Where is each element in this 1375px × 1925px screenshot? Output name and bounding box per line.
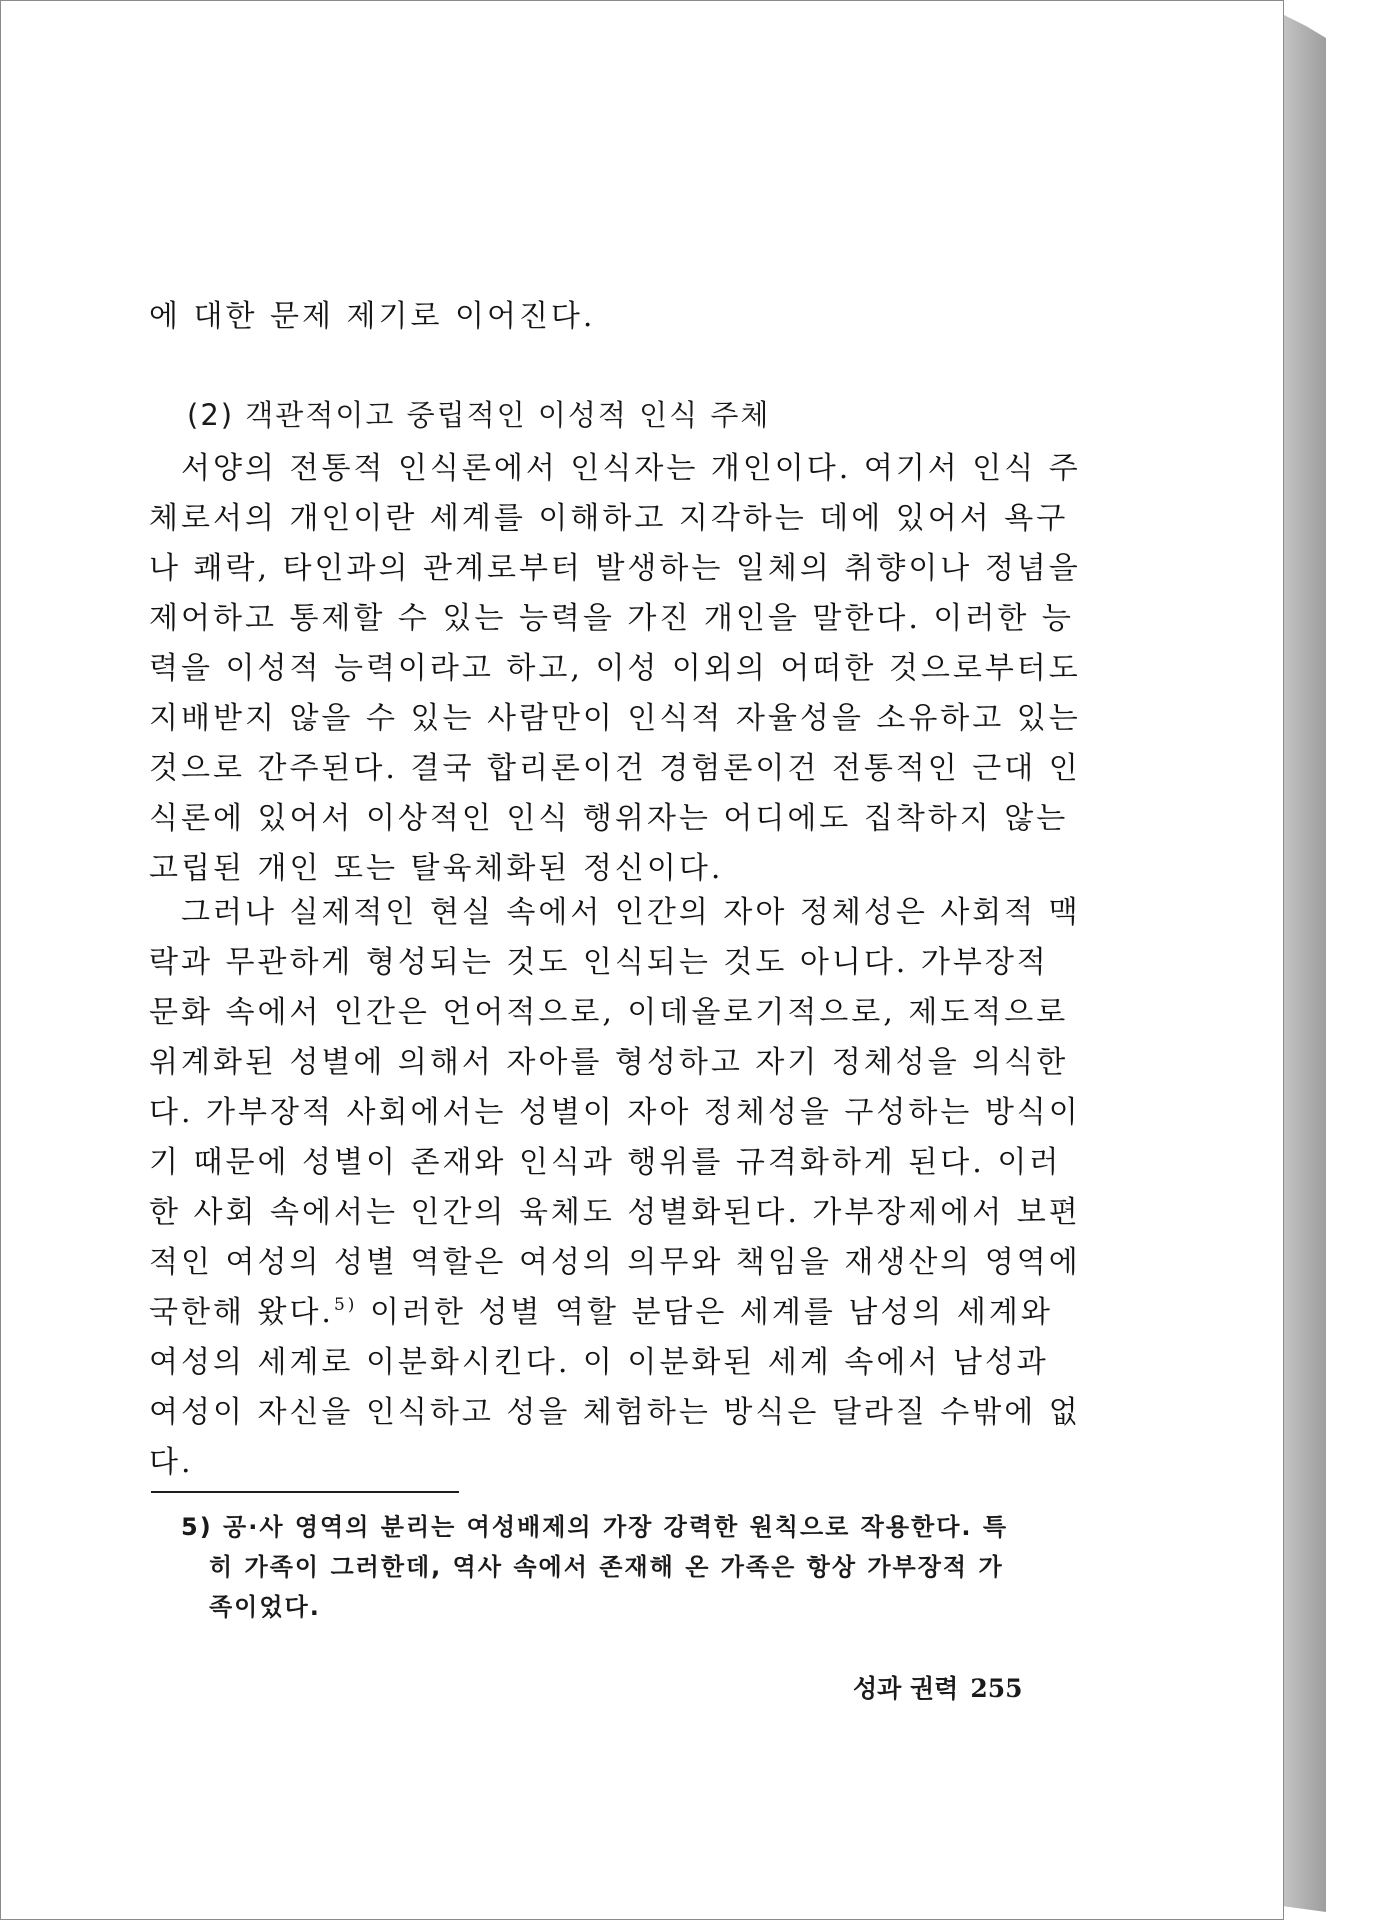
page-number: 255	[970, 1674, 1023, 1703]
text-line: 식론에 있어서 이상적인 인식 행위자는 어디에도 집착하지 않는	[149, 801, 1069, 836]
text-line: 위계화된 성별에 의해서 자아를 형성하고 자기 정체성을 의식한	[149, 1045, 1069, 1080]
text-line: 락과 무관하게 형성되는 것도 인식되는 것도 아니다. 가부장적	[149, 945, 1049, 980]
text-line: 한 사회 속에서는 인간의 육체도 성별화된다. 가부장제에서 보편	[149, 1195, 1081, 1230]
running-footer	[853, 1669, 1023, 1705]
text-line: 체로서의 개인이란 세계를 이해하고 지각하는 데에 있어서 욕구	[149, 501, 1069, 536]
page-edge	[1282, 14, 1326, 1912]
text-line: 여성이 자신을 인식하고 성을 체험하는 방식은 달라질 수밖에 없	[149, 1395, 1081, 1430]
section-heading: (2) 객관적이고 중립적인 이성적 인식 주체	[187, 398, 771, 432]
text-line: 그러나 실제적인 현실 속에서 인간의 자아 정체성은 사회적 맥	[181, 895, 1081, 930]
text-line: 다.	[149, 1445, 194, 1480]
text-line: 고립된 개인 또는 탈육체화된 정신이다.	[149, 851, 724, 886]
footnote-line: 히 가족이 그러한데, 역사 속에서 존재해 온 가족은 항상 가부장적 가	[209, 1553, 1004, 1581]
footnote-divider	[151, 1491, 459, 1493]
text-line: 에 대한 문제 제기로 이어진다.	[149, 299, 596, 334]
footnote-line: 5) 공·사 영역의 분리는 여성배제의 가장 강력한 원칙으로 작용한다. 특	[181, 1513, 1009, 1541]
text-line: 력을 이성적 능력이라고 하고, 이성 이외의 어떠한 것으로부터도	[149, 651, 1081, 686]
text-line: 문화 속에서 인간은 언어적으로, 이데올로기적으로, 제도적으로	[149, 995, 1069, 1030]
text-segment: 국한해 왔다.	[149, 1295, 334, 1330]
footer-title: 성과 권력	[853, 1674, 959, 1703]
text-line: 기 때문에 성별이 존재와 인식과 행위를 규격화하게 된다. 이러	[149, 1145, 1062, 1180]
text-line: 다. 가부장적 사회에서는 성별이 자아 정체성을 구성하는 방식이	[149, 1095, 1081, 1130]
text-line: 서양의 전통적 인식론에서 인식자는 개인이다. 여기서 인식 주	[181, 451, 1081, 486]
text-line: 지배받지 않을 수 있는 사람만이 인식적 자율성을 소유하고 있는	[149, 701, 1081, 736]
text-line: 나 쾌락, 타인과의 관계로부터 발생하는 일체의 취향이나 정념을	[149, 551, 1081, 586]
text-segment: 이러한 성별 역할 분담은 세계를 남성의 세계와	[357, 1295, 1053, 1330]
text-line-with-footnote-ref	[149, 1287, 1053, 1331]
text-line: 것으로 간주된다. 결국 합리론이건 경험론이건 전통적인 근대 인	[149, 751, 1081, 786]
text-line: 제어하고 통제할 수 있는 능력을 가진 개인을 말한다. 이러한 능	[149, 601, 1074, 636]
footnote-line: 족이었다.	[209, 1593, 321, 1621]
text-line: 여성의 세계로 이분화시킨다. 이 이분화된 세계 속에서 남성과	[149, 1345, 1049, 1380]
footnote-reference[interactable]: 5)	[333, 1295, 358, 1315]
text-line: 적인 여성의 성별 역할은 여성의 의무와 책임을 재생산의 영역에	[149, 1245, 1081, 1280]
